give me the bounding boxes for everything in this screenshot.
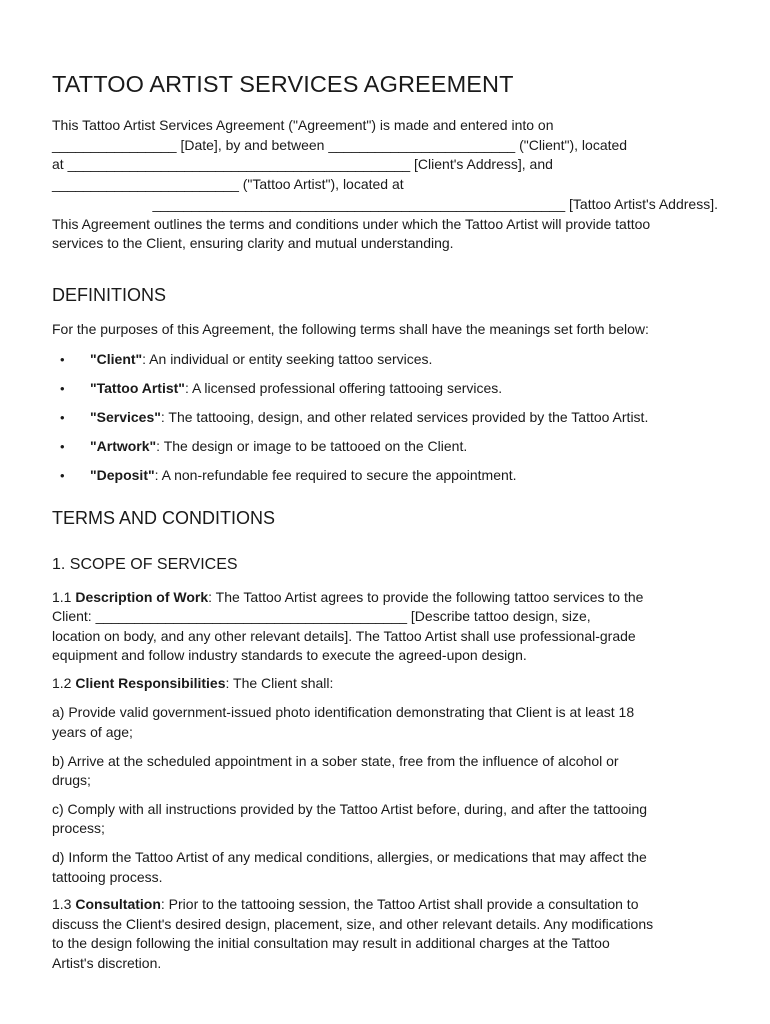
paragraph-line: Artist's discretion.	[52, 955, 162, 972]
responsibility-b	[52, 752, 718, 791]
paragraph-line	[52, 895, 718, 915]
definition-term: "Artwork"	[90, 437, 157, 454]
terms-heading: TERMS AND CONDITIONS	[52, 507, 276, 528]
definitions-heading: DEFINITIONS	[52, 284, 167, 305]
bullet-icon: •	[60, 351, 65, 367]
section-1-3	[52, 895, 718, 973]
bullet-icon: •	[60, 438, 65, 454]
responsibility-c	[52, 800, 718, 839]
section-text: : Prior to the tattooing session, the Tattoo Artist shall provide a consultation to	[160, 896, 639, 913]
intro-line: ________________________ ("Tattoo Artist"), located at	[52, 176, 404, 193]
paragraph-line: to the design following the initial consultation may result in additional charges at the Tattoo	[52, 935, 610, 952]
definition-term: "Client"	[90, 350, 143, 367]
paragraph-line: d) Inform the Tattoo Artist of any medical conditions, allergies, or medications that may affect the	[52, 849, 647, 866]
paragraph-line: c) Comply with all instructions provided by the Tattoo Artist before, during, and after the tattooing	[52, 800, 648, 817]
intro-line: This Tattoo Artist Services Agreement ("Agreement") is made and entered into on	[52, 117, 554, 133]
responsibility-d	[52, 848, 718, 887]
paragraph-line: equipment and follow industry standards to execute the agreed-upon design.	[52, 647, 527, 664]
intro-line: services to the Client, ensuring clarity and mutual understanding.	[52, 235, 454, 252]
intro-line: _____________________________________________________ [Tattoo Artist's Address].	[152, 195, 718, 212]
section-term: Consultation	[75, 896, 161, 913]
section-text: : The Tattoo Artist agrees to provide the following tattoo services to the	[208, 588, 644, 605]
definition-term: "Tattoo Artist"	[90, 379, 185, 396]
definition-term: "Services"	[90, 408, 161, 425]
section-term: Description of Work	[75, 588, 209, 605]
definition-text: : An individual or entity seeking tattoo services.	[142, 350, 433, 367]
paragraph-line	[52, 588, 718, 608]
paragraph-line: b) Arrive at the scheduled appointment in a sober state, free from the influence of alcohol or	[52, 752, 619, 769]
paragraph-line: years of age;	[52, 724, 133, 741]
scope-heading: 1. SCOPE OF SERVICES	[52, 555, 238, 573]
definitions-list	[52, 350, 718, 485]
definitions-lead: For the purposes of this Agreement, the following terms shall have the meanings set forth below:	[52, 320, 649, 337]
definition-text: : A non-refundable fee required to secure the appointment.	[154, 466, 517, 483]
paragraph-line: location on body, and any other relevant details]. The Tattoo Artist shall use professional-grade	[52, 627, 636, 644]
section-1-1	[52, 588, 718, 666]
list-item	[52, 466, 718, 485]
paragraph-line: tattooing process.	[52, 868, 163, 885]
list-item	[52, 408, 718, 427]
section-term: Client Responsibilities	[75, 674, 226, 691]
bullet-icon: •	[60, 409, 65, 425]
section-number: 1.3	[52, 896, 76, 913]
document-title: TATTOO ARTIST SERVICES AGREEMENT	[52, 71, 514, 97]
intro-line: at ____________________________________________ [Client's Address], and	[52, 156, 553, 173]
paragraph-line: discuss the Client's desired design, placement, size, and other relevant details. Any modifications	[52, 915, 654, 932]
definition-text: : A licensed professional offering tattooing services.	[184, 379, 503, 396]
section-1-2	[52, 674, 718, 694]
paragraph-line: Client: ________________________________________ [Describe tattoo design, size,	[52, 608, 591, 625]
paragraph-line: a) Provide valid government-issued photo identification demonstrating that Client is at least 18	[52, 704, 635, 721]
definition-text: : The design or image to be tattooed on the Client.	[156, 437, 468, 454]
bullet-icon: •	[60, 380, 65, 396]
intro-line: This Agreement outlines the terms and conditions under which the Tattoo Artist will provide tattoo	[52, 215, 651, 232]
intro-line: ________________ [Date], by and between ________________________ ("Client"), located	[52, 136, 628, 153]
list-item	[52, 379, 718, 398]
list-item	[52, 437, 718, 456]
intro-paragraph	[52, 116, 718, 254]
paragraph-line: process;	[52, 820, 105, 837]
section-text: : The Client shall:	[225, 674, 334, 691]
list-item	[52, 350, 718, 369]
definition-text: : The tattooing, design, and other related services provided by the Tattoo Artist.	[160, 408, 649, 425]
paragraph-line: drugs;	[52, 772, 91, 789]
section-number: 1.1	[52, 588, 76, 605]
bullet-icon: •	[60, 467, 65, 483]
definition-term: "Deposit"	[90, 466, 155, 483]
section-number: 1.2	[52, 674, 76, 691]
responsibility-a	[52, 703, 718, 742]
